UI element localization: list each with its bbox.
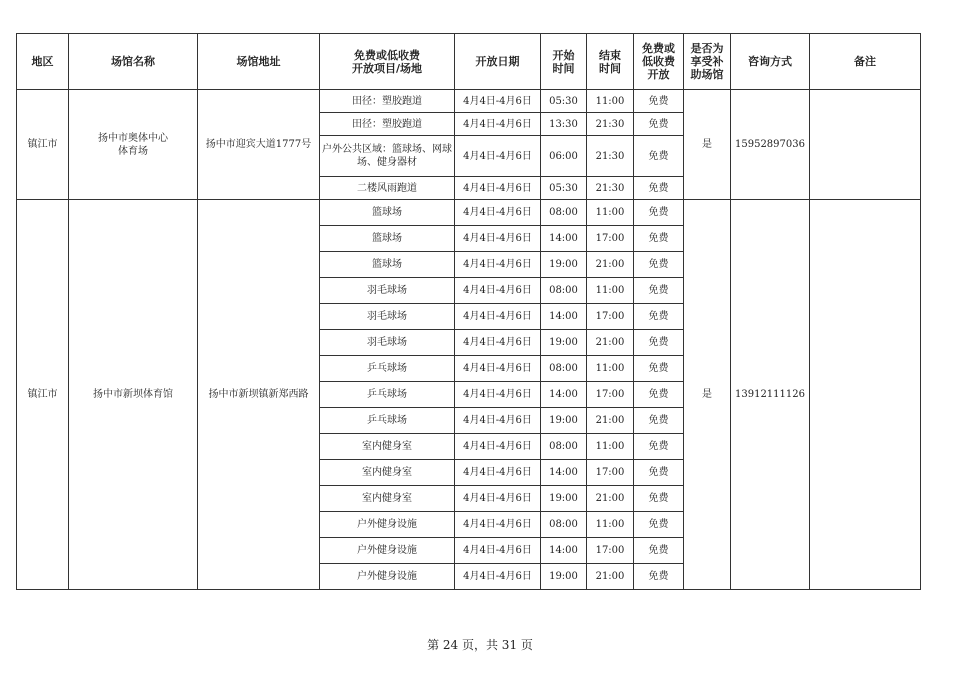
table-row — [17, 200, 921, 226]
start-time-cell: 08:00 — [541, 200, 587, 226]
header-date: 开放日期 — [455, 34, 541, 90]
item-cell: 篮球场 — [320, 200, 455, 226]
item-cell: 乒乓球场 — [320, 382, 455, 408]
start-time-cell: 14:00 — [541, 538, 587, 564]
start-time-cell: 14:00 — [541, 460, 587, 486]
venue-name-line1: 扬中市新坝体育馆 — [93, 389, 173, 400]
fee-cell: 免费 — [634, 304, 684, 330]
fee-cell: 免费 — [634, 226, 684, 252]
venue-schedule-table — [16, 33, 921, 590]
subsidy-cell: 是 — [684, 90, 731, 200]
date-cell: 4月4日-4月6日 — [455, 200, 541, 226]
end-time-cell: 21:00 — [587, 252, 634, 278]
date-cell: 4月4日-4月6日 — [455, 564, 541, 590]
header-fee-line2: 低收费 — [642, 55, 675, 68]
item-cell: 乒乓球场 — [320, 408, 455, 434]
fee-cell: 免费 — [634, 90, 684, 113]
header-remarks: 备注 — [810, 34, 921, 90]
item-cell: 户外健身设施 — [320, 512, 455, 538]
header-item — [320, 34, 455, 90]
page-footer: 第 24 页，共 31 页 — [427, 638, 533, 652]
venue-name-cell — [69, 200, 198, 590]
end-time-cell: 17:00 — [587, 382, 634, 408]
date-cell: 4月4日-4月6日 — [455, 486, 541, 512]
header-fee-line1: 免费或 — [642, 42, 675, 55]
region-cell: 镇江市 — [17, 200, 69, 590]
start-time-cell: 08:00 — [541, 512, 587, 538]
date-cell: 4月4日-4月6日 — [455, 278, 541, 304]
date-cell: 4月4日-4月6日 — [455, 460, 541, 486]
fee-cell: 免费 — [634, 200, 684, 226]
date-cell: 4月4日-4月6日 — [455, 356, 541, 382]
start-time-cell: 14:00 — [541, 382, 587, 408]
end-time-cell: 11:00 — [587, 512, 634, 538]
date-cell: 4月4日-4月6日 — [455, 177, 541, 200]
header-start-line2: 时间 — [552, 61, 575, 75]
start-time-cell: 19:00 — [541, 252, 587, 278]
header-subsidy — [684, 34, 731, 90]
date-cell: 4月4日-4月6日 — [455, 226, 541, 252]
start-time-cell: 05:30 — [541, 90, 587, 113]
fee-cell: 免费 — [634, 538, 684, 564]
date-cell: 4月4日-4月6日 — [455, 252, 541, 278]
item-cell: 篮球场 — [320, 226, 455, 252]
header-end-line2: 时间 — [599, 61, 621, 75]
venue-name-line2: 体育场 — [118, 145, 148, 157]
item-cell: 乒乓球场 — [320, 356, 455, 382]
end-time-cell: 21:00 — [587, 564, 634, 590]
date-cell: 4月4日-4月6日 — [455, 330, 541, 356]
start-time-cell: 08:00 — [541, 434, 587, 460]
start-time-cell: 05:30 — [541, 177, 587, 200]
header-region: 地区 — [17, 34, 69, 90]
end-time-cell: 21:30 — [587, 177, 634, 200]
date-cell: 4月4日-4月6日 — [455, 304, 541, 330]
header-venue-name: 场馆名称 — [69, 34, 198, 90]
date-cell: 4月4日-4月6日 — [455, 136, 541, 177]
region-cell: 镇江市 — [17, 90, 69, 200]
date-cell: 4月4日-4月6日 — [455, 512, 541, 538]
end-time-cell: 21:00 — [587, 486, 634, 512]
header-subsidy-line2: 享受补 — [690, 55, 724, 68]
header-fee — [634, 34, 684, 90]
venue-address-cell: 扬中市新坝镇新郑西路 — [198, 200, 320, 590]
header-end-time — [587, 34, 634, 90]
item-cell: 篮球场 — [320, 252, 455, 278]
remarks-cell — [810, 90, 921, 200]
item-cell: 田径：塑胶跑道 — [320, 113, 455, 136]
item-cell: 羽毛球场 — [320, 330, 455, 356]
end-time-cell: 21:00 — [587, 408, 634, 434]
date-cell: 4月4日-4月6日 — [455, 90, 541, 113]
end-time-cell: 11:00 — [587, 278, 634, 304]
item-cell: 田径：塑胶跑道 — [320, 90, 455, 113]
fee-cell: 免费 — [634, 136, 684, 177]
header-contact: 咨询方式 — [731, 34, 810, 90]
end-time-cell: 17:00 — [587, 226, 634, 252]
fee-cell: 免费 — [634, 330, 684, 356]
item-cell: 户外健身设施 — [320, 564, 455, 590]
fee-cell: 免费 — [634, 278, 684, 304]
remarks-cell — [810, 200, 921, 590]
header-item-line2: 开放项目/场地 — [351, 61, 423, 75]
item-cell: 二楼风雨跑道 — [320, 177, 455, 200]
fee-cell: 免费 — [634, 512, 684, 538]
venue-name-line1: 扬中市奥体中心 — [98, 132, 168, 144]
start-time-cell: 19:00 — [541, 564, 587, 590]
start-time-cell: 06:00 — [541, 136, 587, 177]
start-time-cell: 19:00 — [541, 330, 587, 356]
end-time-cell: 11:00 — [587, 434, 634, 460]
date-cell: 4月4日-4月6日 — [455, 408, 541, 434]
header-subsidy-line1: 是否为 — [690, 42, 724, 55]
start-time-cell: 14:00 — [541, 304, 587, 330]
date-cell: 4月4日-4月6日 — [455, 538, 541, 564]
table-header-row — [17, 34, 921, 90]
contact-cell: 15952897036 — [731, 90, 810, 200]
fee-cell: 免费 — [634, 177, 684, 200]
date-cell: 4月4日-4月6日 — [455, 382, 541, 408]
date-cell: 4月4日-4月6日 — [455, 113, 541, 136]
table-body — [17, 90, 921, 590]
end-time-cell: 17:00 — [587, 460, 634, 486]
end-time-cell: 21:30 — [587, 113, 634, 136]
item-cell: 户外公共区域：篮球场、网球场、健身器材 — [320, 136, 455, 177]
end-time-cell: 21:30 — [587, 136, 634, 177]
fee-cell: 免费 — [634, 356, 684, 382]
item-cell: 羽毛球场 — [320, 278, 455, 304]
start-time-cell: 08:00 — [541, 356, 587, 382]
item-cell: 室内健身室 — [320, 434, 455, 460]
fee-cell: 免费 — [634, 382, 684, 408]
header-item-line1: 免费或低收费 — [354, 48, 420, 62]
item-cell: 羽毛球场 — [320, 304, 455, 330]
fee-cell: 免费 — [634, 460, 684, 486]
date-cell: 4月4日-4月6日 — [455, 434, 541, 460]
item-cell: 户外健身设施 — [320, 538, 455, 564]
header-start-time — [541, 34, 587, 90]
end-time-cell: 11:00 — [587, 356, 634, 382]
fee-cell: 免费 — [634, 113, 684, 136]
fee-cell: 免费 — [634, 408, 684, 434]
header-fee-line3: 开放 — [647, 68, 670, 81]
fee-cell: 免费 — [634, 564, 684, 590]
item-cell: 室内健身室 — [320, 460, 455, 486]
start-time-cell: 14:00 — [541, 226, 587, 252]
venue-address-cell: 扬中市迎宾大道1777号 — [198, 90, 320, 200]
venue-name-cell — [69, 90, 198, 200]
fee-cell: 免费 — [634, 252, 684, 278]
fee-cell: 免费 — [634, 434, 684, 460]
subsidy-cell: 是 — [684, 200, 731, 590]
end-time-cell: 17:00 — [587, 304, 634, 330]
end-time-cell: 21:00 — [587, 330, 634, 356]
start-time-cell: 19:00 — [541, 486, 587, 512]
item-cell: 室内健身室 — [320, 486, 455, 512]
start-time-cell: 13:30 — [541, 113, 587, 136]
contact-cell: 13912111126 — [731, 200, 810, 590]
end-time-cell: 11:00 — [587, 200, 634, 226]
end-time-cell: 17:00 — [587, 538, 634, 564]
header-venue-address: 场馆地址 — [198, 34, 320, 90]
table-row — [17, 90, 921, 113]
end-time-cell: 11:00 — [587, 90, 634, 113]
fee-cell: 免费 — [634, 486, 684, 512]
header-start-line1: 开始 — [552, 48, 575, 62]
header-subsidy-line3: 助场馆 — [690, 68, 724, 81]
start-time-cell: 19:00 — [541, 408, 587, 434]
start-time-cell: 08:00 — [541, 278, 587, 304]
header-end-line1: 结束 — [599, 48, 621, 62]
